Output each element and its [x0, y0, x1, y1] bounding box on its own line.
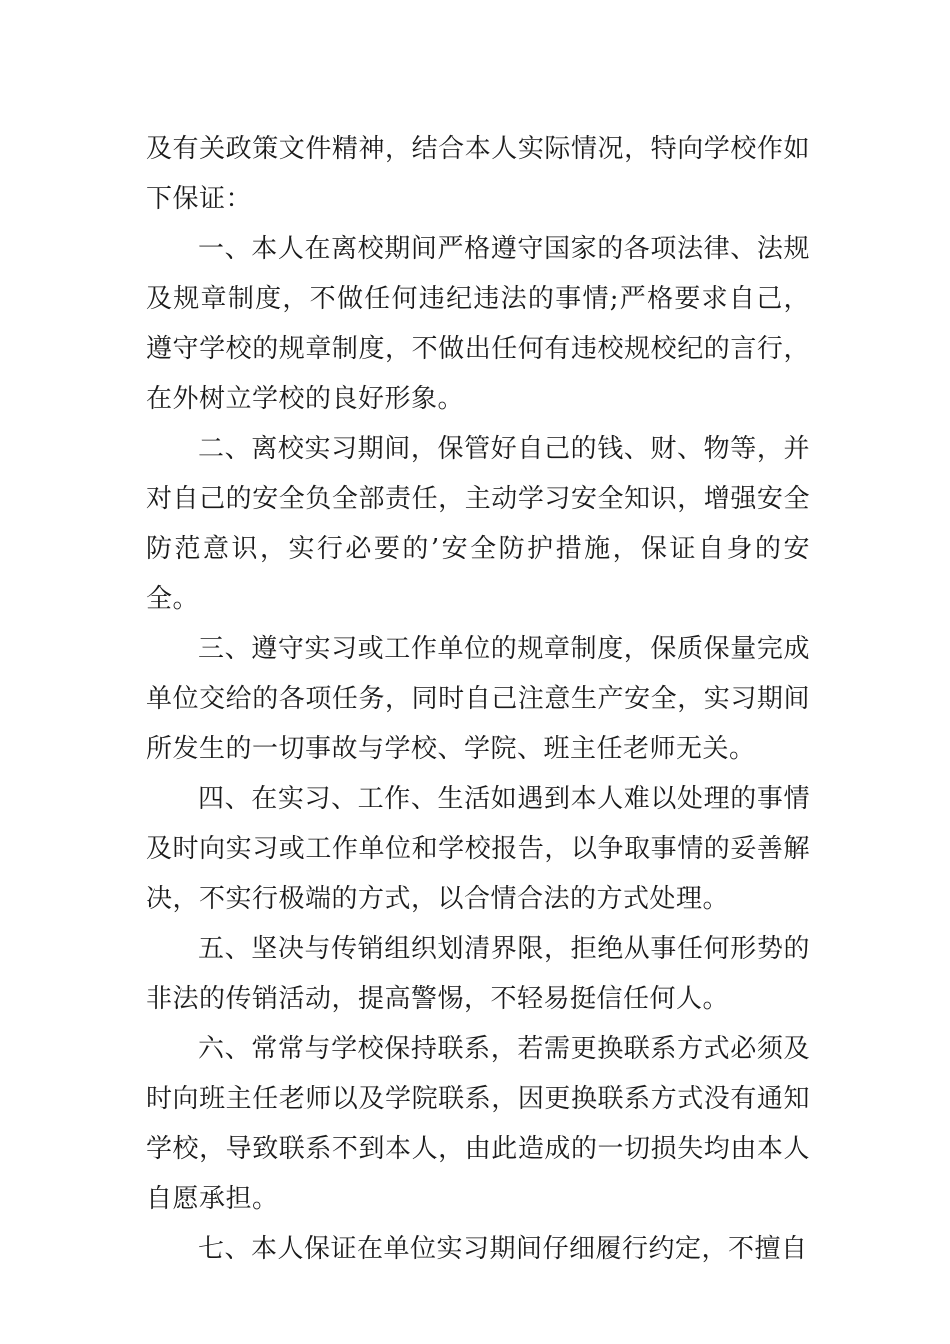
paragraph-item-7: 七、本人保证在单位实习期间仔细履行约定，不擅自 [198, 1234, 808, 1264]
document-body [146, 124, 810, 1274]
paragraph-item-5: 五、坚决与传销组织划清界限，拒绝从事任何形势的非法的传销活动，提高警惕，不轻易挺信任何人。 [146, 934, 810, 1014]
paragraph-item-2: 二、离校实习期间，保管好自己的钱、财、物等，并对自己的安全负全部责任，主动学习安全知识，增强安全防范意识，实行必要的’安全防护措施，保证自身的安全。 [146, 434, 810, 614]
paragraph-item-1: 一、本人在离校期间严格遵守国家的各项法律、法规及规章制度，不做任何违纪违法的事情;严格要求自己，遵守学校的规章制度，不做出任何有违校规校纪的言行，在外树立学校的良好形象。 [146, 234, 810, 414]
paragraph-item-6: 六、常常与学校保持联系，若需更换联系方式必须及时向班主任老师以及学院联系，因更换联系方式没有通知学校，导致联系不到本人，由此造成的一切损失均由本人自愿承担。 [146, 1034, 810, 1214]
paragraph-item-3: 三、遵守实习或工作单位的规章制度，保质保量完成单位交给的各项任务，同时自己注意生产安全，实习期间所发生的一切事故与学校、学院、班主任老师无关。 [146, 634, 810, 764]
paragraph-intro: 及有关政策文件精神，结合本人实际情况，特向学校作如下保证： [146, 134, 810, 214]
paragraph-item-4: 四、在实习、工作、生活如遇到本人难以处理的事情及时向实习或工作单位和学校报告，以争取事情的妥善解决，不实行极端的方式，以合情合法的方式处理。 [146, 784, 810, 914]
